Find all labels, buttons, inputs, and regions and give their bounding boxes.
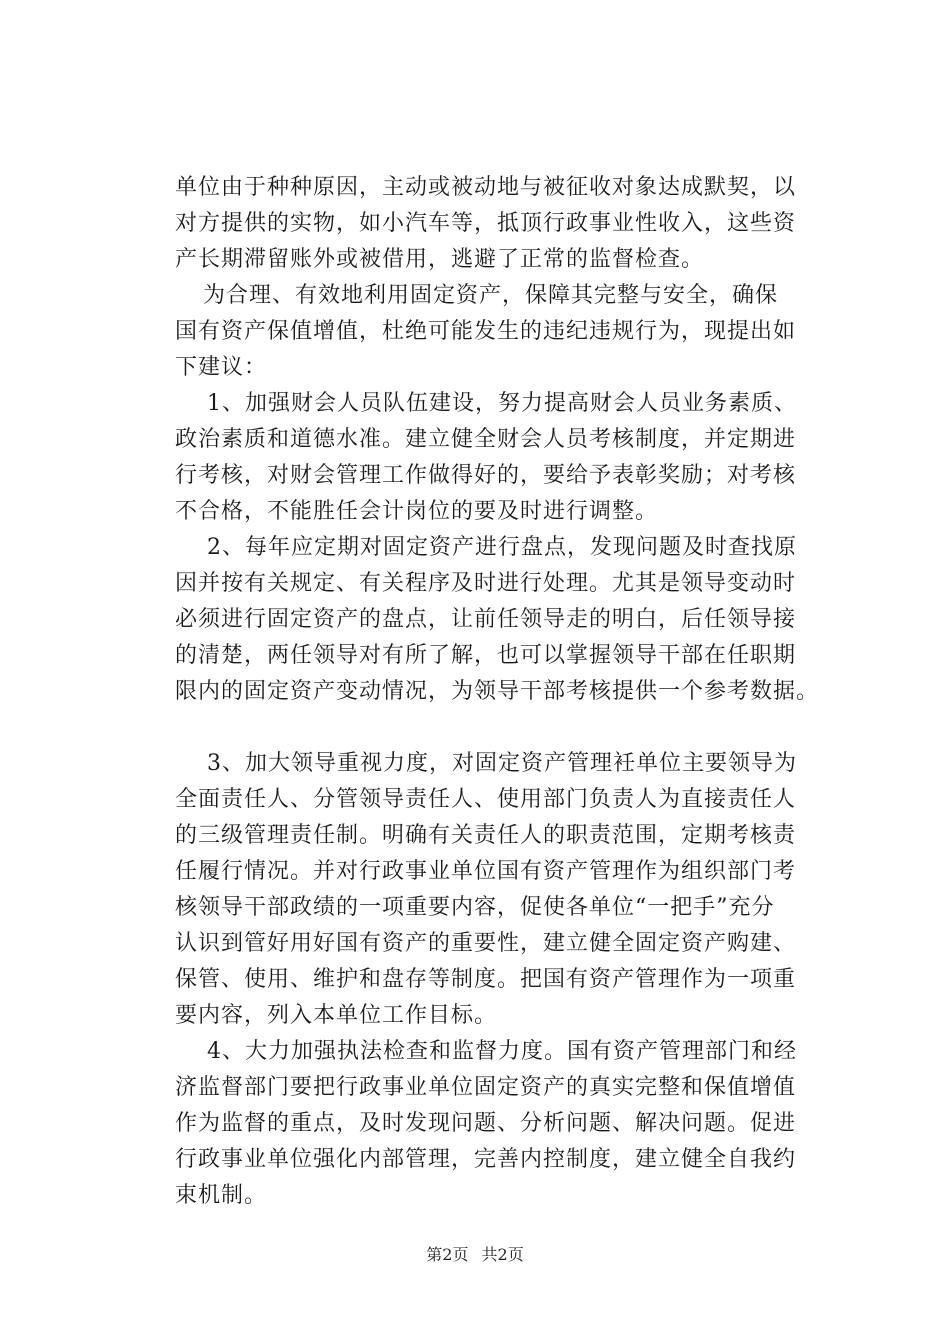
text-line: 全面责任人、分管领导责任人、使用部门负责人为直接责任人 bbox=[175, 787, 797, 812]
text-line: 的清楚，两任领导对有所了解，也可以掌握领导干部在任职期 bbox=[175, 643, 797, 668]
text-line: 核领导干部政绩的一项重要内容，促使各单位“一把手”充分 bbox=[175, 895, 775, 920]
text-line: 任履行情况。并对行政事业单位国有资产管理作为组织部门考 bbox=[175, 859, 797, 884]
text-line: 不合格，不能胜任会计岗位的要及时进行调整。 bbox=[175, 499, 659, 524]
text-line: 认识到管好用好国有资产的重要性，建立健全固定资产购建、 bbox=[175, 931, 797, 956]
text-line: 国有资产保值增值，杜绝可能发生的违纪违规行为，现提出如 bbox=[175, 319, 797, 344]
text-line: 产长期滞留账外或被借用，逃避了正常的监督检查。 bbox=[175, 247, 705, 272]
suggestion-3-start-line: 3、加大领导重视力度，对固定资产管理衽单位主要领导为 bbox=[207, 751, 797, 776]
text-line: 的三级管理责任制。明确有关责任人的职责范围，定期考核责 bbox=[175, 823, 797, 848]
blank-line bbox=[175, 710, 843, 746]
text-line: 因并按有关规定、有关程序及时进行处理。尤其是领导变动时 bbox=[175, 571, 797, 596]
suggestion-2-start-line: 2、每年应定期对固定资产进行盘点，发现问题及时查找原 bbox=[207, 535, 797, 560]
text-line: 下建议： bbox=[175, 355, 268, 380]
text-line: 限内的固定资产变动情况，为领导干部考核提供一个参考数据。 bbox=[175, 679, 820, 704]
text-line: 束机制。 bbox=[175, 1183, 268, 1208]
text-line: 单位由于种种原因，主动或被动地与被征收对象达成默契，以 bbox=[175, 175, 797, 200]
text-line: 作为监督的重点，及时发现问题、分析问题、解决问题。促进 bbox=[175, 1111, 797, 1136]
text-line: 必须进行固定资产的盘点，让前任领导走的明白，后任领导接 bbox=[175, 607, 797, 632]
text-line: 政治素质和道德水准。建立健全财会人员考核制度，并定期进 bbox=[175, 427, 797, 452]
text-line: 对方提供的实物，如小汽车等，抵顶行政事业性收入，这些资 bbox=[175, 211, 797, 236]
paragraph-start-line: 为合理、有效地利用固定资产，保障其完整与安全，确保 bbox=[203, 283, 779, 308]
text-line: 济监督部门要把行政事业单位固定资产的真实完整和保值增值 bbox=[175, 1075, 797, 1100]
page-total: 共2页 bbox=[481, 1245, 524, 1264]
suggestion-4-start-line: 4、大力加强执法检查和监督力度。国有资产管理部门和经 bbox=[207, 1039, 797, 1064]
page-footer bbox=[0, 1244, 950, 1266]
text-line: 行考核，对财会管理工作做得好的，要给予表彰奖励；对考核 bbox=[175, 463, 797, 488]
text-line: 要内容，列入本单位工作目标。 bbox=[175, 1003, 498, 1028]
text-line: 行政事业单位强化内部管理，完善内控制度，建立健全自我约 bbox=[175, 1147, 797, 1172]
page-number: 第2页 bbox=[426, 1245, 469, 1264]
document-body bbox=[175, 170, 843, 1214]
text-line: 保管、使用、维护和盘存等制度。把国有资产管理作为一项重 bbox=[175, 967, 797, 992]
suggestion-1-start-line: 1、加强财会人员队伍建设，努力提高财会人员业务素质、 bbox=[207, 391, 797, 416]
